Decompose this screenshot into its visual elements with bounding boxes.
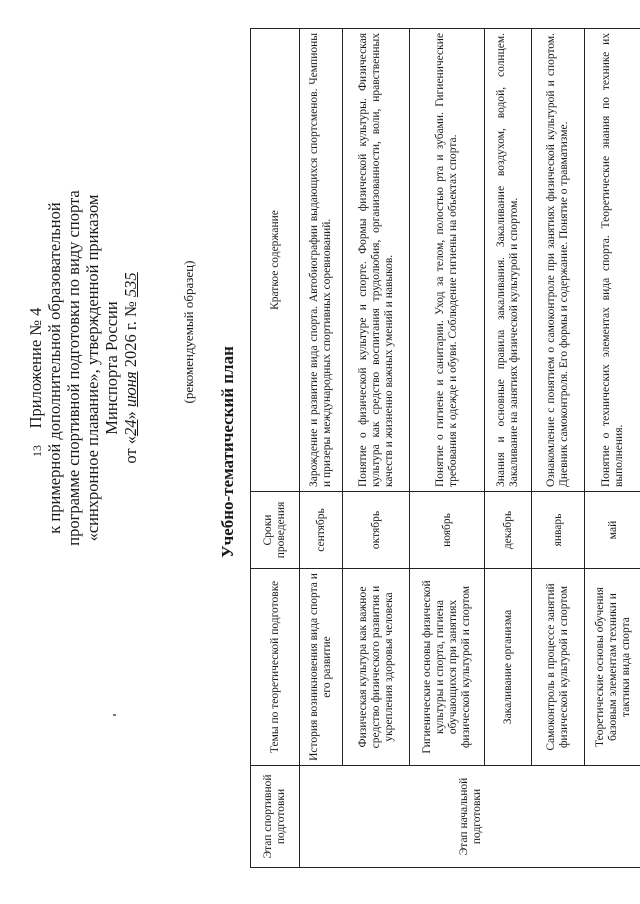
header-row [251, 29, 300, 868]
content-cell: Понятие о технических элементах вида спорта. Теоретические знания по технике их выполнения. [585, 29, 640, 492]
content-cell: Ознакомление с понятием о самоконтроле при занятиях физической культурой и спортом. Дневник самоконтроля. Его формы и содержание. Понятие о травматизме. [532, 29, 585, 492]
topic-cell: Самоконтроль в процессе занятий физической культурой и спортом [532, 569, 585, 766]
content-cell: Понятие о физической культуре и спорте. Формы физической культуры. Физическая культура как средство воспитания трудолюбия, организованности, воли, нравственных качеств и жизненно важных умений и навыков. [343, 29, 410, 492]
topic-cell: Теоретические основы обучения базовым элементам техники и тактики вида спорта [585, 569, 640, 766]
order-year: 2026 г. № [121, 297, 140, 372]
plan-table [250, 28, 640, 868]
appendix-line-3: программе спортивной подготовки по виду спорта [64, 190, 83, 546]
order-mid: » [121, 407, 140, 420]
stage-cell: Этап начальной подготовки [300, 766, 640, 868]
topic-cell: Физическая культура как важное средство физического развития и укрепления здоровья человека [343, 569, 410, 766]
content-cell: Понятие о гигиене и санитарии. Уход за телом, полостью рта и зубами. Гигиенические требования к одежде и обуви. Соблюдение гигиены на объектах спорта. [410, 29, 485, 492]
appendix-line-4: «синхронное плавание», утвержденной приказом [83, 194, 102, 542]
topic-cell: Закаливание организма [485, 569, 532, 766]
header-stage: Этап спортивной подготовки [251, 766, 300, 868]
appendix-line-2: к примерной дополнительной образовательной [45, 202, 64, 534]
table-row [300, 29, 343, 868]
content-cell: Знания и основные правила закаливания. Закаливание воздухом, водой, солнцем. Закаливание на занятиях физической культурой и спортом. [485, 29, 532, 492]
order-number: 535 [121, 272, 140, 298]
topic-cell: Гигиенические основы физической культуры и спорта, гигиена обучающихся при занятиях физической культурой и спортом [410, 569, 485, 766]
order-day: 24 [121, 419, 140, 437]
table-row [485, 29, 532, 868]
order-prefix: от « [121, 436, 140, 464]
table-row [410, 29, 485, 868]
page-number: 13 [30, 445, 44, 457]
table-row [343, 29, 410, 868]
table-row [585, 29, 640, 868]
order-line [121, 178, 140, 558]
scan-speck [113, 714, 116, 716]
period-cell: октябрь [343, 492, 410, 569]
period-cell: ноябрь [410, 492, 485, 569]
header-period: Сроки проведения [251, 492, 300, 569]
header-topic: Темы по теоретической подготовке [251, 569, 300, 766]
period-cell: май [585, 492, 640, 569]
topic-cell: История возникновения вида спорта и его развитие [300, 569, 343, 766]
period-cell: январь [532, 492, 585, 569]
header-content: Краткое содержание [251, 29, 300, 492]
plan-title: Учебно-тематический план [218, 346, 237, 558]
content-cell: Зарождение и развитие вида спорта. Автобиографии выдающихся спортсменов. Чемпионы и призеры международных спортивных соревнований. [300, 29, 343, 492]
order-month: июня [121, 371, 140, 408]
table-row [532, 29, 585, 868]
appendix-line-1: Приложение № 4 [26, 307, 45, 429]
period-cell: сентябрь [300, 492, 343, 569]
appendix-header [26, 178, 140, 558]
period-cell: декабрь [485, 492, 532, 569]
recommended-note: (рекомендуемый образец) [181, 260, 196, 404]
appendix-line-5: Минспорта России [102, 301, 121, 435]
